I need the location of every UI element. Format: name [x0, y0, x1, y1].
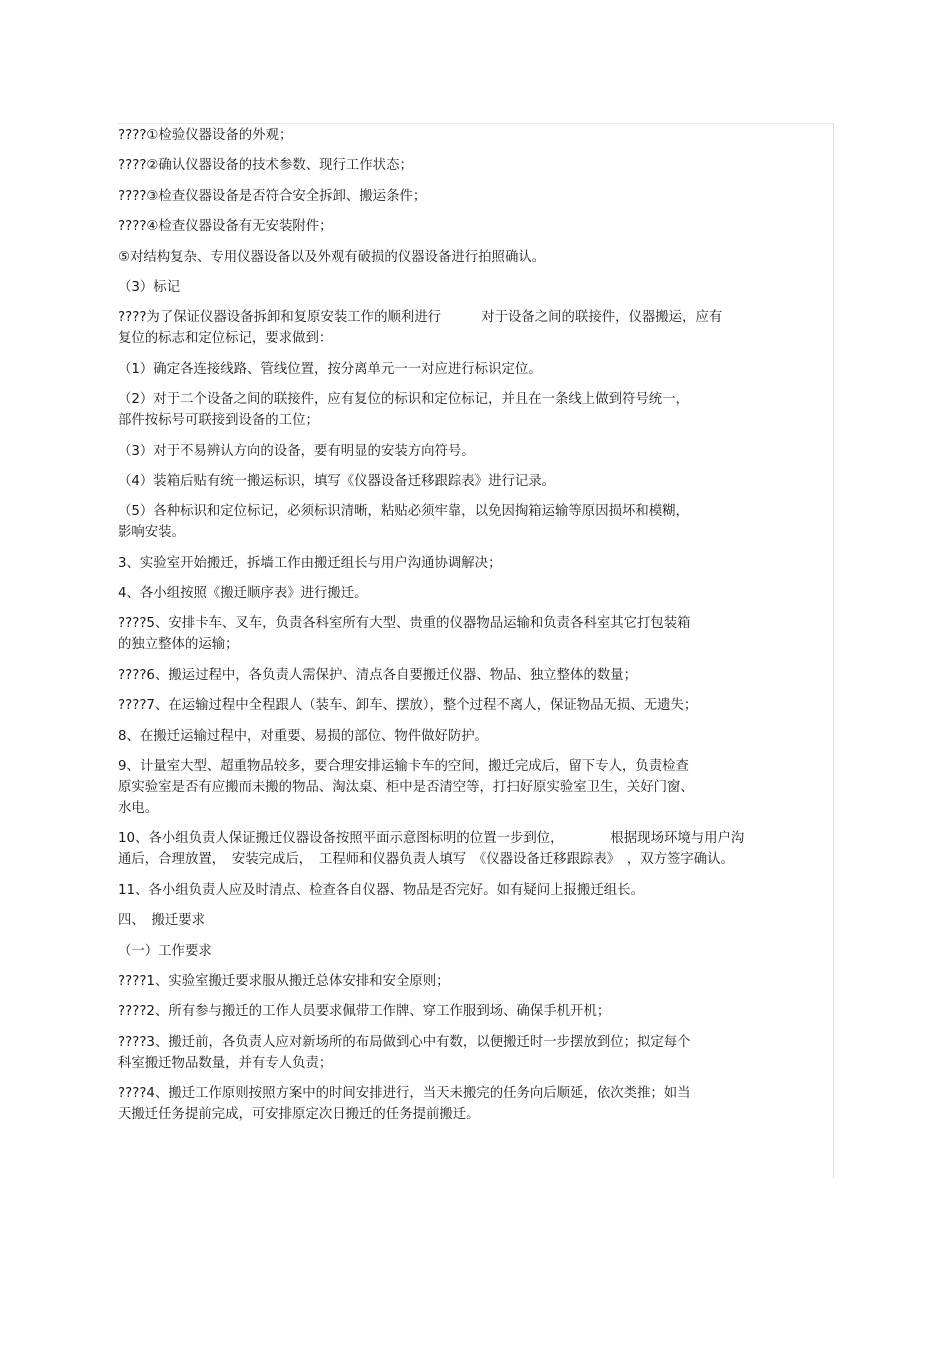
text-line: 部件按标号可联接到设备的工位；: [118, 413, 319, 429]
text-line: ????5、安排卡车、叉车，负责各科室所有大型、贵重的仪器物品运输和负责各科室其它打包装箱: [118, 616, 691, 632]
paragraph: [118, 1032, 823, 1074]
text-line: ????2、所有参与搬迁的工作人员要求佩带工作牌、穿工作服到场、确保手机开机；: [118, 1004, 611, 1020]
text-line: 科室搬迁物品数量，并有专人负责；: [118, 1055, 333, 1071]
paragraph: [118, 216, 823, 237]
text-line: ????④检查仪器设备有无安装附件；: [118, 219, 333, 235]
paragraph: [118, 359, 823, 380]
text-line: 3、实验室开始搬迁，拆墙工作由搬迁组长与用户沟通协调解决；: [118, 555, 502, 571]
text-line: 水电。: [118, 801, 159, 817]
paragraph: [118, 1083, 823, 1125]
text-line: 11、各小组负责人应及时清点、检查各自仪器、物品是否完好。如有疑问上报搬迁组长。: [118, 882, 644, 898]
paragraph: [118, 1001, 823, 1022]
text-line: ⑤对结构复杂、专用仪器设备以及外观有破损的仪器设备进行拍照确认。: [118, 249, 546, 265]
paragraph: [118, 695, 823, 716]
text-line: 原实验室是否有应搬而未搬的物品、淘汰桌、柜中是否清空等，打扫好原实验室卫生，关好门窗、: [118, 780, 694, 796]
paragraph: [118, 186, 823, 207]
text-line: ????③检查仪器设备是否符合安全拆卸、搬运条件；: [118, 188, 427, 204]
text-line: （一）工作要求: [118, 943, 212, 959]
text-line: ????6、搬运过程中，各负责人需保护、清点各自要搬迁仪器、物品、独立整体的数量；: [118, 667, 638, 683]
paragraph: [118, 726, 823, 747]
paragraph: [118, 971, 823, 992]
text-line: 复位的标志和定位标记，要求做到：: [118, 331, 333, 347]
text-line: 10、各小组负责人保证搬迁仪器设备按照平面示意图标明的位置一步到位， 根据现场环境与用户沟: [118, 831, 745, 847]
page-border-top: [118, 123, 834, 124]
text-line: ????②确认仪器设备的技术参数、现行工作状态；: [118, 158, 413, 174]
text-line: ????①检验仪器设备的外观；: [118, 128, 293, 143]
paragraph: [118, 125, 823, 146]
text-line: 的独立整体的运输；: [118, 637, 239, 653]
text-line: 四、 搬迁要求: [118, 913, 206, 929]
text-line: ????7、在运输过程中全程跟人（装车、卸车、摆放），整个过程不离人，保证物品无损、无遗失；: [118, 698, 698, 714]
text-line: 4、各小组按照《搬迁顺序表》进行搬迁。: [118, 586, 368, 602]
paragraph: [118, 756, 823, 819]
page-border-right: [833, 123, 834, 1178]
paragraph: [118, 501, 823, 543]
text-line: 影响安装。: [118, 525, 185, 541]
text-line: 通后，合理放置， 安装完成后， 工程师和仪器负责人填写 《仪器设备迁移跟踪表》 ，双方签字确认。: [118, 852, 734, 868]
paragraph: [118, 665, 823, 686]
text-line: （3）对于不易辨认方向的设备，要有明显的安装方向符号。: [118, 443, 475, 459]
text-line: ????1、实验室搬迁要求服从搬迁总体安排和安全原则；: [118, 973, 450, 989]
text-line: ????为了保证仪器设备拆卸和复原安装工作的顺利进行 对于设备之间的联接件，仪器搬运，应有: [118, 310, 723, 326]
paragraph: [118, 941, 823, 962]
text-line: 8、在搬迁运输过程中，对重要、易损的部位、物件做好防护。: [118, 728, 489, 744]
text-line: （1）确定各连接线路、管线位置，按分离单元一一对应进行标识定位。: [118, 361, 542, 377]
paragraph: [118, 155, 823, 176]
document-body: [118, 125, 823, 1135]
paragraph: [118, 880, 823, 901]
paragraph: [118, 441, 823, 462]
paragraph: [118, 583, 823, 604]
paragraph: [118, 613, 823, 655]
paragraph: [118, 247, 823, 268]
text-line: （3）标记: [118, 279, 181, 295]
text-line: ????4、搬迁工作原则按照方案中的时间安排进行，当天未搬完的任务向后顺延，依次类推；如当: [118, 1086, 691, 1102]
paragraph: [118, 277, 823, 298]
text-line: ????3、搬迁前，各负责人应对新场所的布局做到心中有数，以便搬迁时一步摆放到位；拟定每个: [118, 1034, 691, 1050]
text-line: 天搬迁任务提前完成，可安排原定次日搬迁的任务提前搬迁。: [118, 1107, 480, 1123]
text-line: 9、计量室大型、超重物品较多，要合理安排运输卡车的空间，搬迁完成后，留下专人，负责检查: [118, 759, 689, 775]
paragraph: [118, 553, 823, 574]
paragraph: [118, 389, 823, 431]
paragraph: [118, 910, 823, 931]
text-line: （4）装箱后贴有统一搬运标识，填写《仪器设备迁移跟踪表》进行记录。: [118, 473, 556, 489]
text-line: （2）对于二个设备之间的联接件，应有复位的标识和定位标记，并且在一条线上做到符号统一，: [118, 392, 689, 408]
paragraph: [118, 307, 823, 349]
paragraph: [118, 828, 823, 870]
text-line: （5）各种标识和定位标记，必须标识清晰，粘贴必须牢靠，以免因掏箱运输等原因损坏和模糊，: [118, 504, 689, 520]
paragraph: [118, 471, 823, 492]
